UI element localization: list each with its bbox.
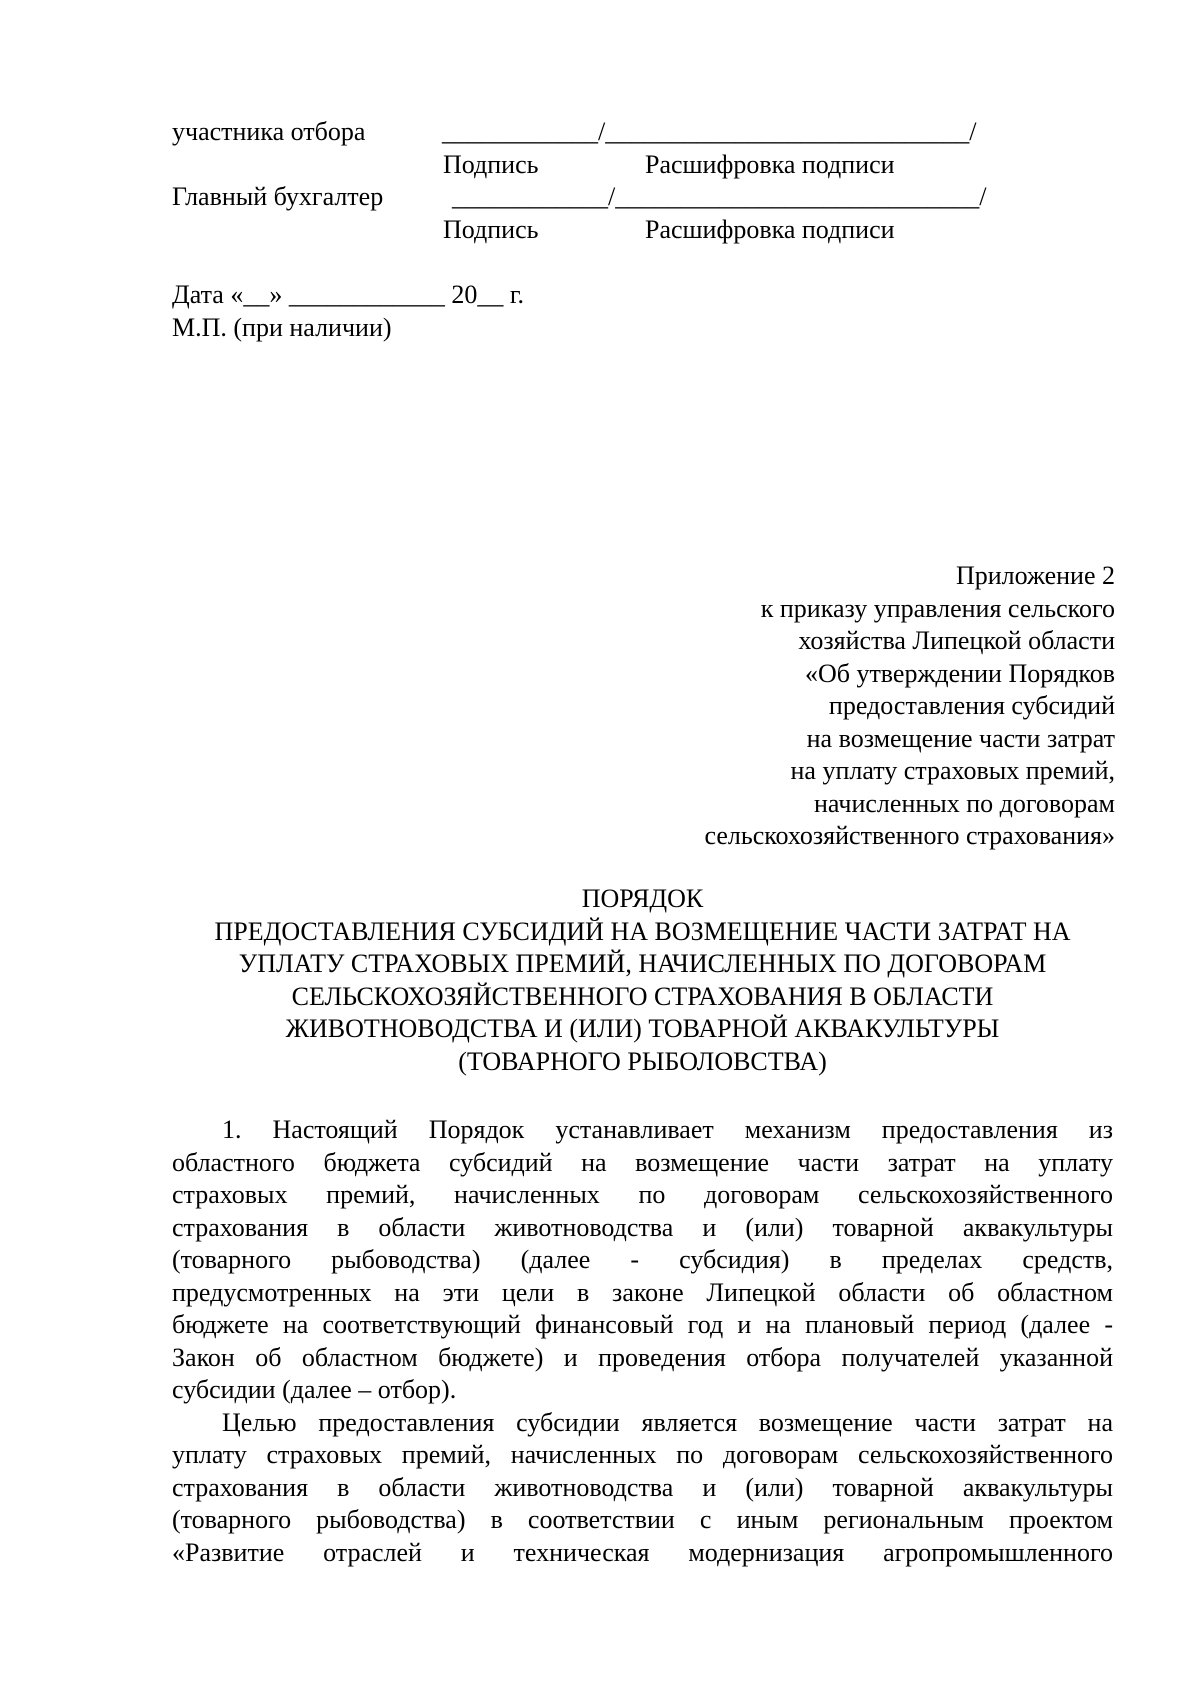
- text-line: «Развитие отраслей и техническая модернизация агропромышленного: [172, 1537, 1113, 1567]
- stamp-line: М.П. (при наличии): [172, 313, 392, 342]
- text-line: страхования в области животноводства и (или) товарной аквакультуры: [172, 1472, 1113, 1502]
- title-line: (ТОВАРНОГО РЫБОЛОВСТВА): [458, 1046, 827, 1076]
- signature-decode-caption: Расшифровка подписи: [645, 150, 895, 179]
- title-line: ПОРЯДОК: [581, 884, 704, 913]
- text-line: Целью предоставления субсидии является возмещение части затрат на: [222, 1407, 1113, 1437]
- appendix-line: на возмещение части затрат: [806, 723, 1115, 753]
- appendix-line: Приложение 2: [955, 561, 1115, 590]
- appendix-line: начисленных по договорам: [813, 788, 1115, 818]
- document-body: [172, 1114, 1113, 1569]
- text-line: (товарного рыбоводства) (далее - субсидия) в пределах средств,: [172, 1245, 1113, 1274]
- text-line: Закон об областном бюджете) и проведения отбора получателей указанной: [172, 1342, 1113, 1372]
- text-line: уплату страховых премий, начисленных по договорам сельскохозяйственного: [172, 1440, 1113, 1469]
- text-line: страхования в области животноводства и (или) товарной аквакультуры: [172, 1212, 1113, 1242]
- text-line: бюджете на соответствующий финансовый год и на плановый период (далее -: [172, 1310, 1113, 1339]
- paragraph-1: [172, 1114, 1113, 1407]
- appendix-line: предоставления субсидий: [828, 691, 1115, 720]
- signature-caption: Подпись: [443, 215, 539, 244]
- title-line: ЖИВОТНОВОДСТВА И (ИЛИ) ТОВАРНОЙ АКВАКУЛЬТУРЫ: [285, 1014, 1000, 1043]
- text-line: 1. Настоящий Порядок устанавливает механизм предоставления из: [222, 1115, 1113, 1144]
- signature-decode-caption: Расшифровка подписи: [645, 215, 895, 244]
- title-line: СЕЛЬСКОХОЗЯЙСТВЕННОГО СТРАХОВАНИЯ В ОБЛАСТИ: [291, 981, 994, 1011]
- text-line: страховых премий, начисленных по договорам сельскохозяйственного: [172, 1180, 1113, 1209]
- appendix-line: на уплату страховых премий,: [790, 756, 1115, 785]
- accountant-signature-line: ____________/____________________________/: [452, 182, 987, 211]
- text-line: (товарного рыбоводства) в соответствии с иным региональным проектом: [172, 1505, 1113, 1534]
- text-line: областного бюджета субсидий на возмещение части затрат на уплату: [172, 1147, 1113, 1177]
- paragraph-2: [172, 1407, 1113, 1570]
- appendix-line: хозяйства Липецкой области: [798, 626, 1115, 655]
- text-line: предусмотренных на эти цели в законе Липецкой области об областном: [172, 1277, 1113, 1307]
- title-line: ПРЕДОСТАВЛЕНИЯ СУБСИДИЙ НА ВОЗМЕЩЕНИЕ ЧАСТИ ЗАТРАТ НА: [214, 916, 1071, 946]
- text-line: субсидии (далее – отбор).: [172, 1375, 457, 1404]
- title-line: УПЛАТУ СТРАХОВЫХ ПРЕМИЙ, НАЧИСЛЕННЫХ ПО ДОГОВОРАМ: [238, 949, 1047, 978]
- participant-signature-line: ____________/____________________________/: [442, 117, 977, 146]
- participant-label: участника отбора: [172, 117, 366, 146]
- signature-caption: Подпись: [443, 150, 539, 179]
- appendix-line: к приказу управления сельского: [760, 593, 1115, 623]
- accountant-label: Главный бухгалтер: [172, 182, 384, 211]
- appendix-header: [704, 560, 1115, 853]
- appendix-line: «Об утверждении Порядков: [804, 658, 1115, 688]
- date-line: Дата «__» ____________ 20__ г.: [172, 280, 525, 309]
- appendix-line: сельскохозяйственного страхования»: [704, 821, 1115, 850]
- document-title: [170, 883, 1115, 1078]
